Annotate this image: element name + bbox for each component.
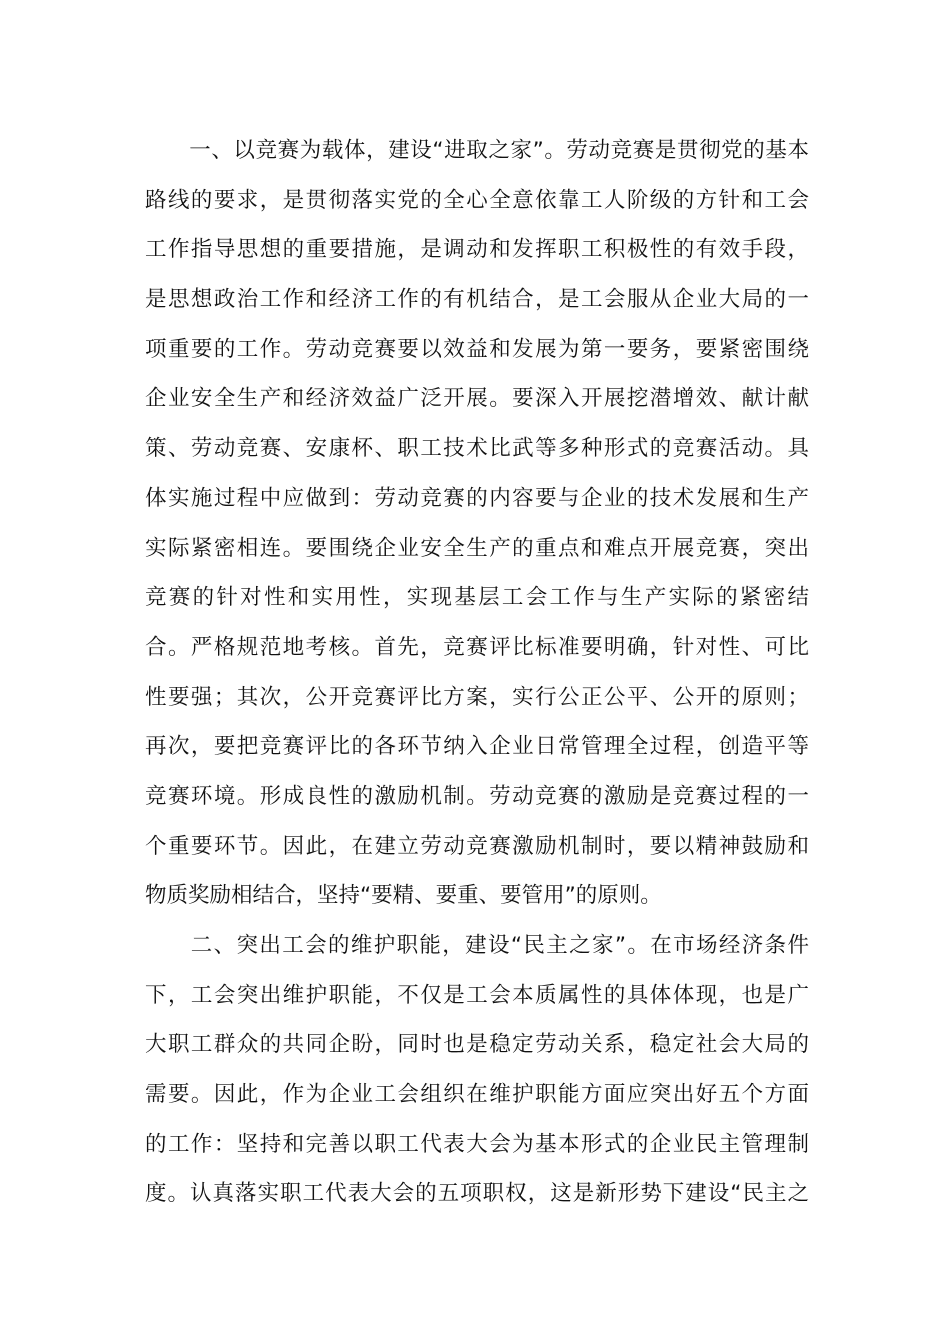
text-line: 再次，要把竞赛评比的各环节纳入企业日常管理全过程，创造平等 [145,734,809,760]
text-line: 二、突出工会的维护职能，建设“民主之家”。在市场经济条件 [145,933,809,958]
text-line: 合。严格规范地考核。首先，竞赛评比标准要明确，针对性、可比 [145,634,809,660]
text-line: 物质奖励相结合，坚持“要精、要重、要管用”的原则。 [145,883,662,909]
text-line: 性要强；其次，公开竞赛评比方案，实行公正公平、公开的原则； [145,684,809,710]
text-line: 大职工群众的共同企盼，同时也是稳定劳动关系，稳定社会大局的 [145,1032,809,1058]
text-line: 的工作：坚持和完善以职工代表大会为基本形式的企业民主管理制 [145,1131,809,1157]
text-line: 工作指导思想的重要措施，是调动和发挥职工积极性的有效手段， [145,237,809,263]
paragraph-1 [145,126,809,921]
text-line: 个重要环节。因此，在建立劳动竞赛激励机制时，要以精神鼓励和 [145,833,809,859]
text-line: 度。认真落实职工代表大会的五项职权，这是新形势下建设“民主之 [145,1181,809,1207]
text-line: 一、以竞赛为载体，建设“进取之家”。劳动竞赛是贯彻党的基本 [145,138,809,163]
text-line: 实际紧密相连。要围绕企业安全生产的重点和难点开展竞赛，突出 [145,535,809,561]
paragraph-2 [145,921,809,1219]
text-line: 需要。因此，作为企业工会组织在维护职能方面应突出好五个方面 [145,1082,809,1108]
text-line: 路线的要求，是贯彻落实党的全心全意依靠工人阶级的方针和工会 [145,187,809,213]
document-body [145,126,809,1219]
text-line: 是思想政治工作和经济工作的有机结合，是工会服从企业大局的一 [145,287,809,313]
text-line: 体实施过程中应做到：劳动竞赛的内容要与企业的技术发展和生产 [145,485,809,511]
text-line: 竞赛的针对性和实用性，实现基层工会工作与生产实际的紧密结 [145,585,809,611]
text-line: 企业安全生产和经济效益广泛开展。要深入开展挖潜增效、献计献 [145,386,809,412]
text-line: 策、劳动竞赛、安康杯、职工技术比武等多种形式的竞赛活动。具 [145,436,809,462]
text-line: 竞赛环境。形成良性的激励机制。劳动竞赛的激励是竞赛过程的一 [145,783,809,809]
text-line: 项重要的工作。劳动竞赛要以效益和发展为第一要务，要紧密围绕 [145,336,809,362]
text-line: 下，工会突出维护职能，不仅是工会本质属性的具体体现，也是广 [145,982,809,1008]
